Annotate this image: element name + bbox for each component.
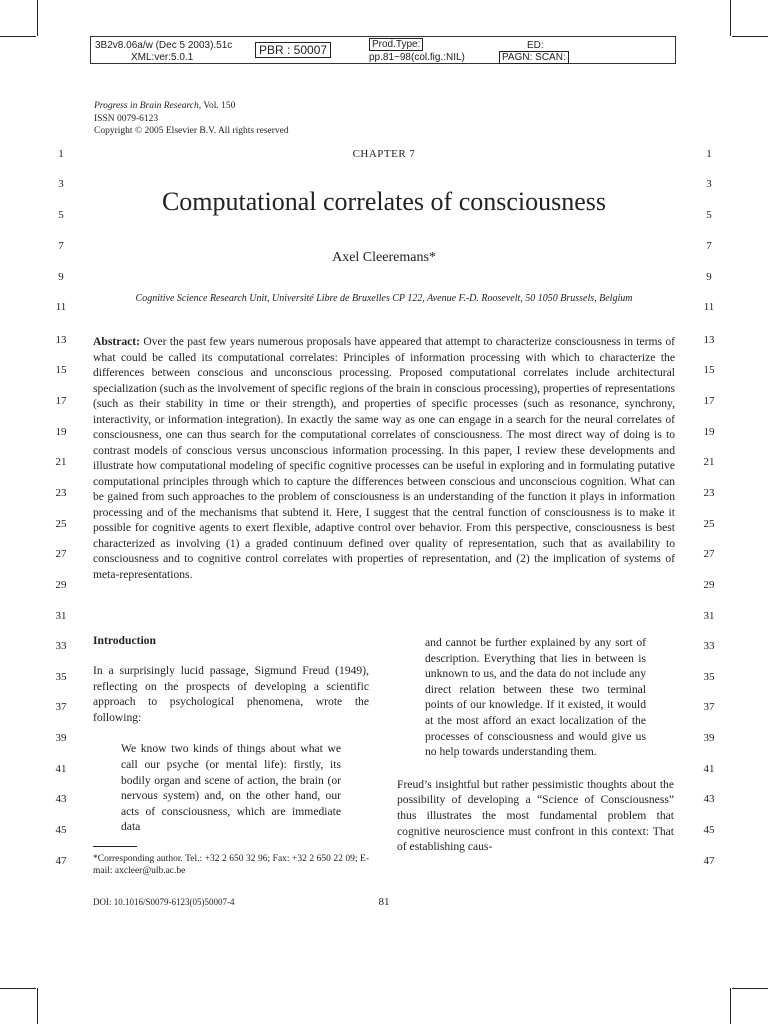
prod-type-label: Prod.Type: — [369, 38, 423, 51]
line-number-right: 35 — [703, 671, 715, 683]
line-number-right: 31 — [703, 610, 715, 622]
line-number-left: 25 — [55, 518, 67, 530]
crop-mark — [0, 36, 36, 37]
line-number-right: 41 — [703, 763, 715, 775]
footnote: *Corresponding author. Tel.: +32 2 650 32 96; Fax: +32 2 650 22 09; E-mail: axcleer@ulb.ac.be — [93, 854, 369, 876]
line-number-left: 21 — [55, 456, 67, 468]
right-column — [397, 635, 674, 855]
line-number-left: 23 — [55, 487, 67, 499]
line-number-left: 47 — [55, 855, 67, 867]
paper-title: Computational correlates of consciousness — [161, 187, 607, 216]
issn: ISSN 0079-6123 — [94, 113, 159, 124]
crop-mark — [730, 0, 731, 36]
line-number-right: 15 — [703, 364, 715, 376]
line-number-left: 13 — [55, 334, 67, 346]
journal-line — [94, 100, 289, 113]
line-number-right: 45 — [703, 824, 715, 836]
footnote-rule — [93, 846, 137, 847]
page-number: 81 — [378, 896, 390, 908]
copyright: Copyright © 2005 Elsevier B.V. All rights reserved — [94, 126, 289, 136]
crop-mark — [37, 0, 38, 36]
freud-quote-part2: and cannot be further explained by any sort of description. Everything that lies in between is unknown to us, and the data do not include any direct relation between these two terminal points of our knowledge. If it existed, it would at the most afford an exact localization of the processes of consciousness and would give us no help towards understanding them. — [425, 636, 646, 759]
line-number-left: 27 — [55, 548, 67, 560]
line-number-right: 7 — [706, 240, 712, 252]
xml-version: XML:ver:5.0.1 — [131, 52, 194, 63]
line-number-left: 3 — [58, 178, 64, 190]
line-number-left: 1 — [58, 148, 64, 160]
intro-paragraph: In a surprisingly lucid passage, Sigmund Freud (1949), reflecting on the prospects of developing a scientific approach to psychological phenomena, wrote the following: — [93, 664, 369, 724]
abstract-text: Over the past few years numerous proposals have appeared that attempt to characterize consciousness in terms of what could be called its computational correlates: Principles of information processing with which to characterize the differences between conscious and unconscious processing. Proposed computational correlates include architectural specialization (such as the involvement of specific regions of the brain in conscious processing), properties of representations (such as their stability in time or their strength), and properties of specific processes (such as resonance, synchrony, interactivity, or information integration). In exactly the same way as one can engage in a search for the neural correlates of consciousness, one can thus search for the computational correlates of consciousness. The most direct way of doing is to contrast models of conscious versus unconscious information processing. In this paper, I review these developments and illustrate how computational modeling of specific cognitive processes can be useful in exploring and in formulating putative computational principles through which to capture the differences between conscious and unconscious cognition. What can be gained from such approaches to the problem of consciousness is an understanding of the function it plays in information processing and of the mechanisms that subtend it. Here, I suggest that the central function of consciousness is to make it possible for cognitive agents to exert flexible, adaptive control over behavior. From this perspective, consciousness is best characterized as involving (1) a graded continuum defined over quality of representation, such that as availability to consciousness and to cognitive control correlates with properties of representation, and (2) the implication of systems of meta-representations. — [93, 335, 675, 581]
pbr-label: PBR : 50007 — [255, 42, 331, 58]
crop-mark — [0, 988, 36, 989]
line-number-left: 37 — [55, 701, 67, 713]
line-number-right: 3 — [706, 178, 712, 190]
line-number-right: 21 — [703, 456, 715, 468]
line-number-right: 29 — [703, 579, 715, 591]
line-number-right: 37 — [703, 701, 715, 713]
crop-mark — [730, 988, 731, 1024]
line-number-left: 5 — [58, 209, 64, 221]
line-number-left: 31 — [55, 610, 67, 622]
abstract-label: Abstract: — [93, 335, 141, 348]
freud-quote-part1: We know two kinds of things about what we call our psyche (or mental life): firstly, its bodily organ and scene of action, the brain (or nervous system) and, on the other hand, our acts of consciousness, which are immediate data — [121, 742, 341, 834]
line-number-right: 13 — [703, 334, 715, 346]
line-number-left: 9 — [58, 271, 64, 283]
line-number-left: 29 — [55, 579, 67, 591]
line-number-left: 11 — [55, 301, 67, 313]
pagn-scan-label: PAGN: SCAN: — [499, 51, 569, 64]
proof-header — [90, 36, 676, 64]
line-number-right: 47 — [703, 855, 715, 867]
journal-name: Progress in Brain Research — [94, 101, 199, 111]
line-number-left: 7 — [58, 240, 64, 252]
line-number-right: 39 — [703, 732, 715, 744]
crop-mark — [732, 36, 768, 37]
line-number-left: 35 — [55, 671, 67, 683]
line-number-right: 17 — [703, 395, 715, 407]
affiliation: Cognitive Science Research Unit, Université Libre de Bruxelles CP 122, Avenue F.-D. Roosevelt, 50 1050 Brussels, Belgium — [135, 293, 633, 304]
line-number-right: 27 — [703, 548, 715, 560]
section-heading: Introduction — [93, 634, 156, 647]
line-number-left: 17 — [55, 395, 67, 407]
line-number-right: 1 — [706, 148, 712, 160]
line-number-right: 5 — [706, 209, 712, 221]
line-number-left: 41 — [55, 763, 67, 775]
line-number-right: 33 — [703, 640, 715, 652]
line-number-left: 43 — [55, 793, 67, 805]
typesetting-version: 3B2v8.06a/w (Dec 5 2003).51c — [95, 40, 233, 51]
line-number-left: 39 — [55, 732, 67, 744]
doi: DOI: 10.1016/S0079-6123(05)50007-4 — [93, 897, 235, 907]
crop-mark — [732, 988, 768, 989]
line-number-left: 19 — [55, 426, 67, 438]
left-column — [93, 633, 369, 835]
ed-label: ED: — [527, 40, 544, 51]
journal-meta — [94, 100, 289, 138]
line-number-right: 23 — [703, 487, 715, 499]
journal-volume: , Vol. 150 — [198, 101, 236, 111]
page-range: pp.81−98(col.fig.:NIL) — [369, 52, 465, 63]
line-number-left: 15 — [55, 364, 67, 376]
chapter-label: CHAPTER 7 — [352, 148, 416, 160]
line-number-right: 25 — [703, 518, 715, 530]
abstract — [93, 334, 675, 582]
crop-mark — [37, 988, 38, 1024]
line-number-right: 9 — [706, 271, 712, 283]
line-number-right: 43 — [703, 793, 715, 805]
line-number-left: 33 — [55, 640, 67, 652]
author-name: Axel Cleeremans* — [332, 250, 436, 265]
discussion-paragraph: Freud’s insightful but rather pessimistic thoughts about the possibility of developing a “Science of Consciousness” thus illustrates the most fundamental problem that cognitive neuroscience must confront in this context: That of establishing caus- — [397, 777, 674, 854]
line-number-right: 19 — [703, 426, 715, 438]
line-number-left: 45 — [55, 824, 67, 836]
line-number-right: 11 — [703, 301, 715, 313]
